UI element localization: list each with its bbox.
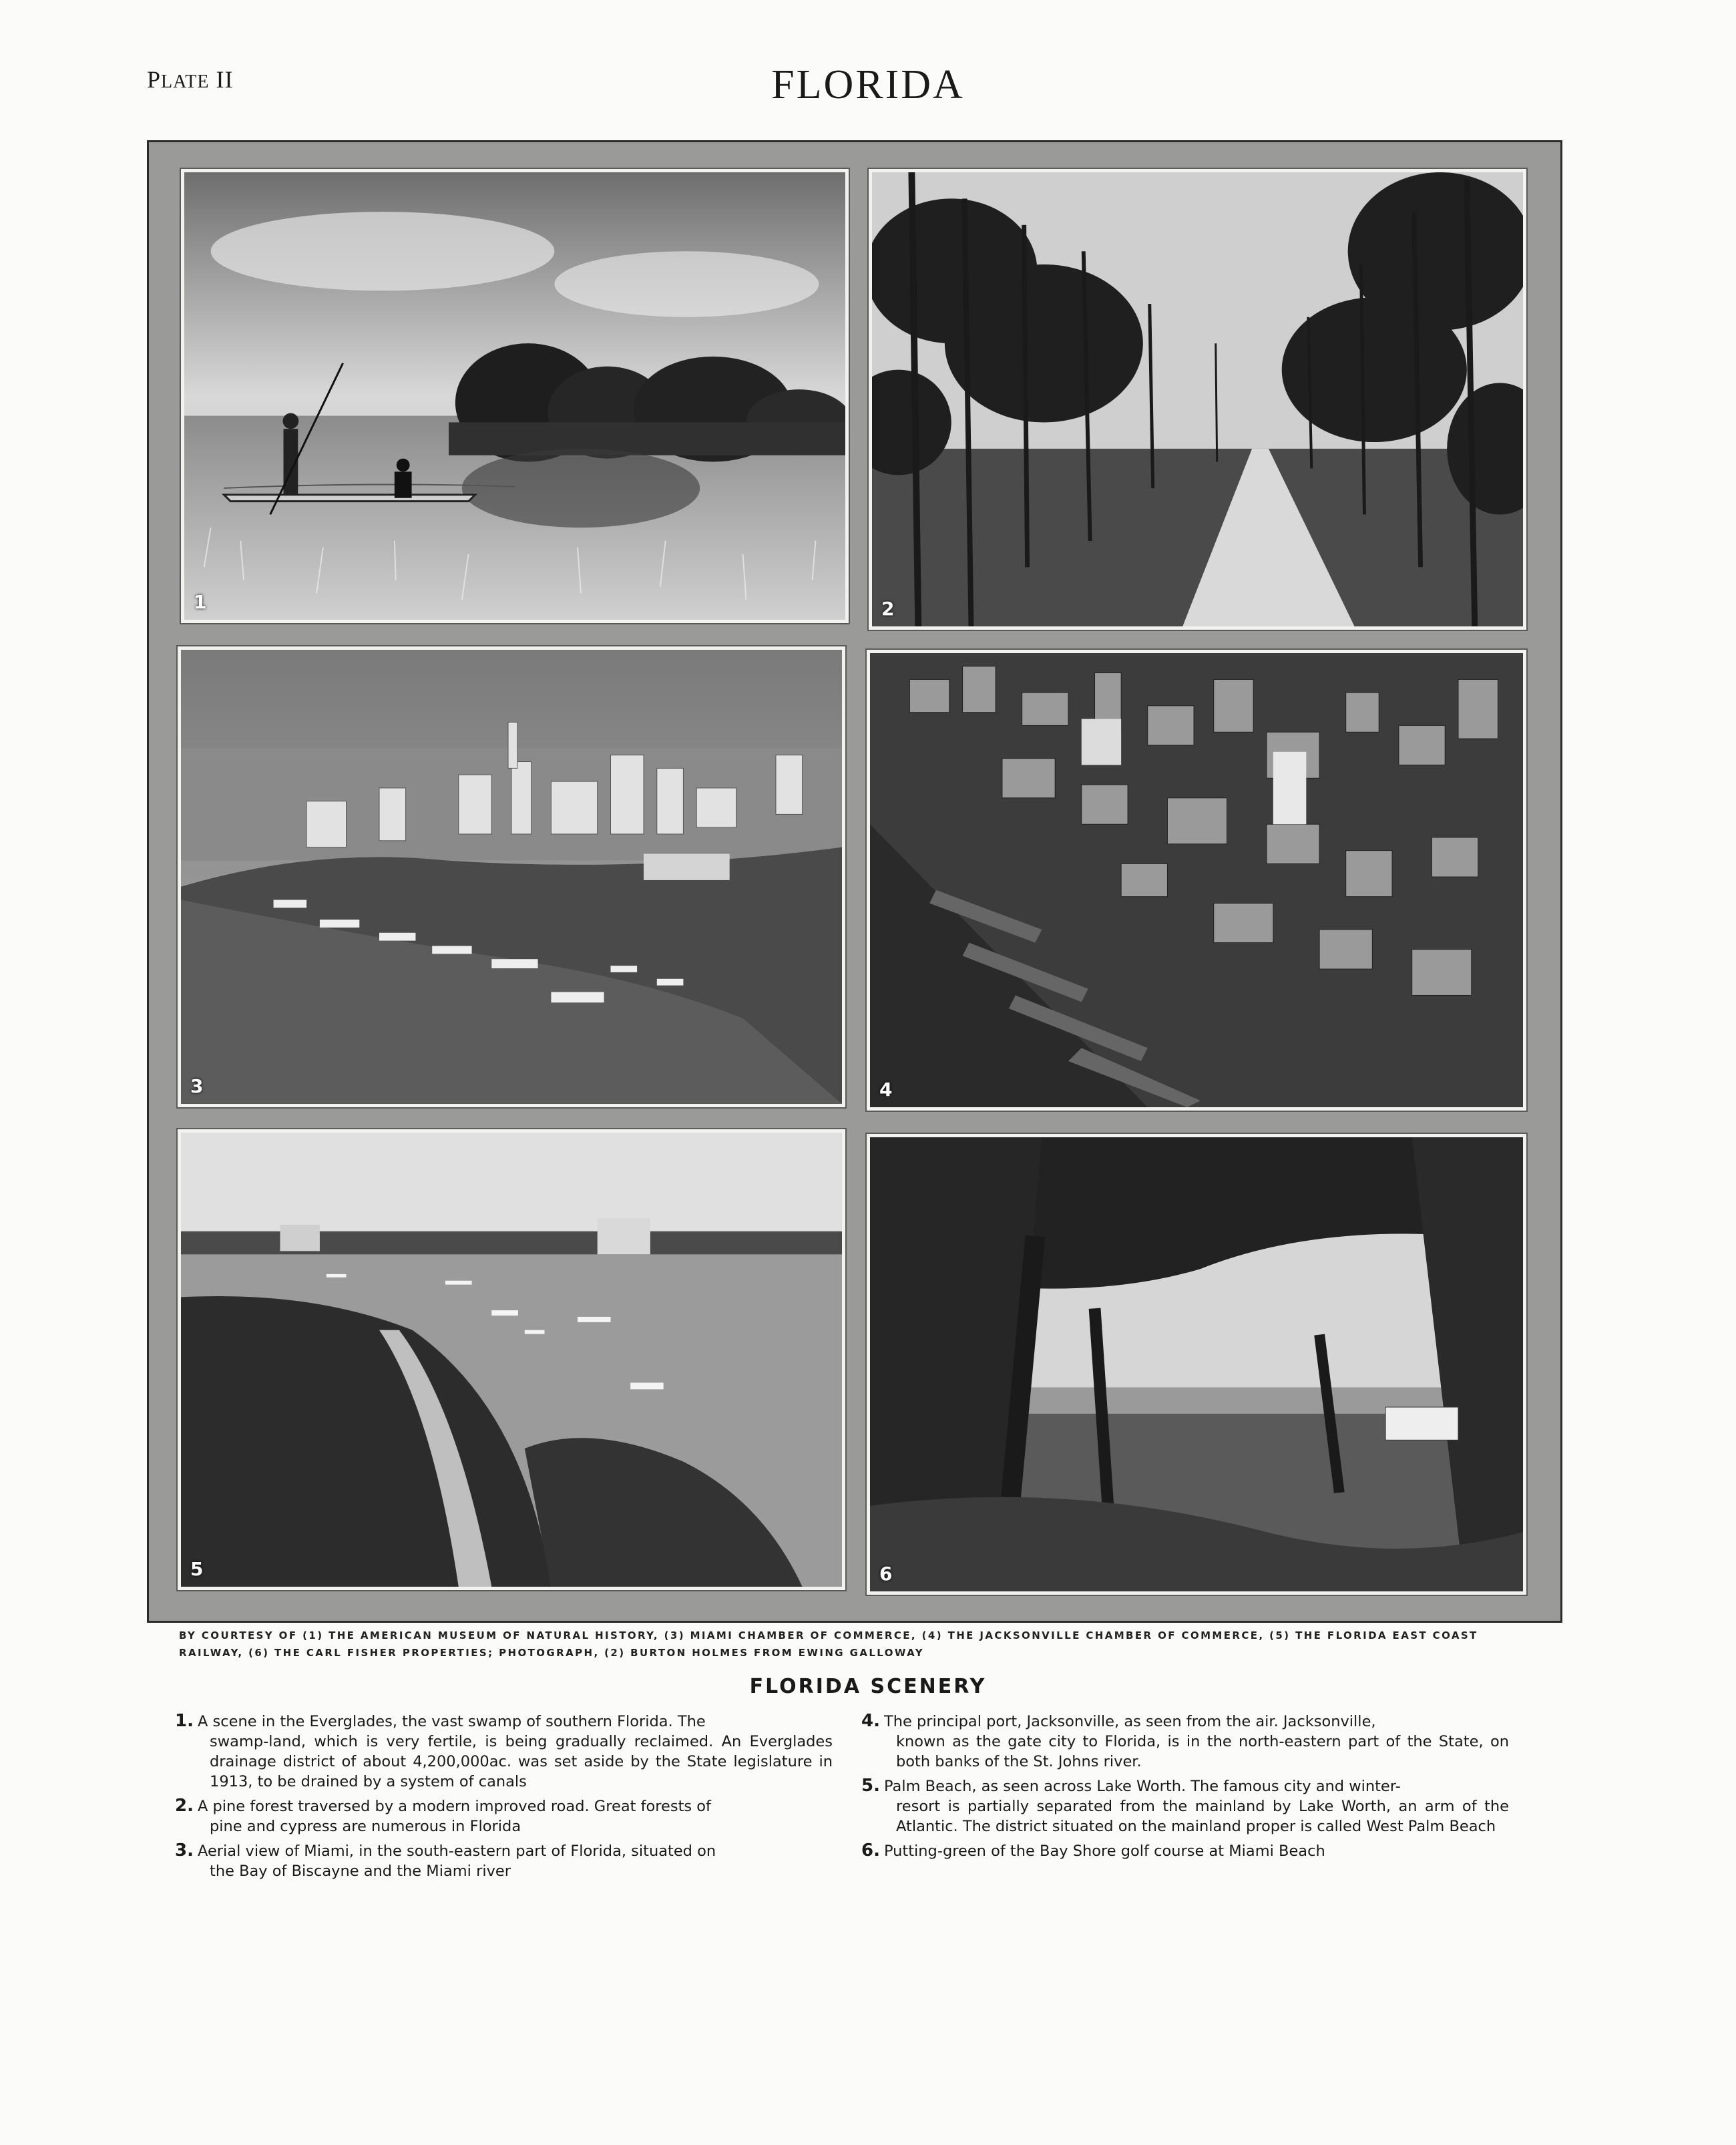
photo-number: 5	[190, 1558, 204, 1580]
caption-text-continued: swamp-land, which is very fertile, is being gradually reclaimed. An Everglades drainage district of about 4,200,000ac. was set aside by the State legislature in 1913, to be drained by a system of canals	[210, 1733, 833, 1790]
caption-text: Putting-green of the Bay Shore golf course at Miami Beach	[883, 1842, 1325, 1860]
photo-putting-green	[867, 1134, 1526, 1595]
photo-jacksonville-aerial	[867, 650, 1526, 1111]
caption-item	[175, 1711, 833, 1792]
palm-beach-image	[181, 1133, 842, 1587]
everglades-image	[184, 172, 845, 620]
photo-number: 4	[879, 1079, 893, 1101]
credit-line: RAILWAY, (6) THE CARL FISHER PROPERTIES; PHOTOGRAPH, (2) BURTON HOLMES FROM EWING GALLOWAY	[179, 1647, 924, 1659]
plate-label-prefix: P	[147, 66, 162, 93]
photo-number: 6	[879, 1563, 893, 1585]
photo-palm-beach	[178, 1129, 845, 1590]
caption-number: 2.	[175, 1796, 194, 1816]
plate-label-small: LATE	[161, 71, 210, 92]
caption-text: The principal port, Jacksonville, as seen from the air. Jacksonville,	[883, 1713, 1376, 1730]
caption-text-continued: known as the gate city to Florida, is in the north-eastern part of the State, on both banks of the St. Johns river.	[896, 1733, 1509, 1770]
caption-text: A pine forest traversed by a modern improved road. Great forests of	[197, 1798, 711, 1815]
caption-text-continued: resort is partially separated from the mainland by Lake Worth, an arm of the Atlantic. The district situated on the mainland proper is called West Palm Beach	[896, 1798, 1509, 1835]
photo-pine-forest	[869, 169, 1526, 630]
captions-right-column	[861, 1711, 1509, 1865]
caption-number: 5.	[861, 1776, 880, 1796]
photo-credit	[179, 1627, 1514, 1662]
caption-text: Palm Beach, as seen across Lake Worth. The famous city and winter-	[883, 1778, 1401, 1795]
section-title: FLORIDA SCENERY	[749, 1675, 987, 1698]
caption-item	[861, 1840, 1509, 1861]
pine-forest-image	[872, 172, 1523, 626]
caption-text-continued: pine and cypress are numerous in Florida	[210, 1818, 521, 1835]
photo-number: 3	[190, 1075, 204, 1097]
photo-number: 2	[881, 598, 895, 620]
page-title: FLORIDA	[771, 62, 965, 108]
miami-aerial-image	[181, 650, 842, 1104]
caption-item	[175, 1796, 833, 1836]
caption-number: 3.	[175, 1840, 194, 1861]
plate-number: II	[216, 66, 234, 93]
credit-line: BY COURTESY OF (1) THE AMERICAN MUSEUM OF NATURAL HISTORY, (3) MIAMI CHAMBER OF COMMERCE, (4) THE JACKSONVILLE CHAMBER OF COMMERCE, (5) THE FLORIDA EAST COAST	[179, 1629, 1478, 1641]
caption-text-continued: the Bay of Biscayne and the Miami river	[210, 1863, 511, 1880]
caption-text: Aerial view of Miami, in the south-eastern part of Florida, situated on	[197, 1842, 716, 1860]
photo-plate-frame	[147, 140, 1562, 1623]
caption-number: 4.	[861, 1711, 880, 1731]
captions-left-column	[175, 1711, 833, 1885]
caption-number: 1.	[175, 1711, 194, 1731]
photo-miami-aerial	[178, 646, 845, 1107]
caption-item	[861, 1776, 1509, 1836]
caption-text: A scene in the Everglades, the vast swamp of southern Florida. The	[197, 1713, 706, 1730]
caption-item	[861, 1711, 1509, 1772]
caption-number: 6.	[861, 1840, 880, 1861]
caption-item	[175, 1840, 833, 1881]
jacksonville-aerial-image	[870, 653, 1523, 1107]
photo-everglades	[181, 169, 849, 623]
photo-number: 1	[194, 591, 207, 613]
putting-green-image	[870, 1137, 1523, 1591]
